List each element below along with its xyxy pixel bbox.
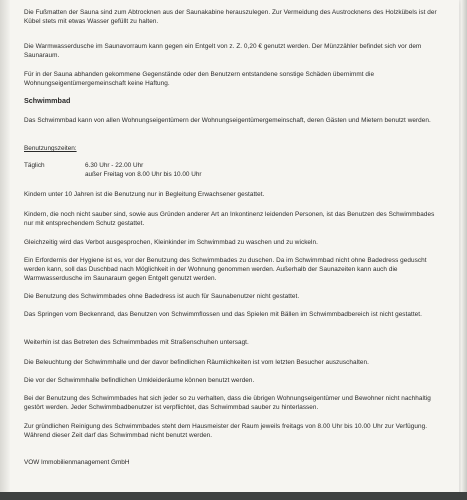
bottom-frame-strip [0,492,467,500]
warm-shower-paragraph: Die Warmwasserdusche im Saunavorraum kann gegen ein Entgelt von z. Z. 0,20 € genutzt werden. Der Münzzähler befindet sich vor dem Saunaraum. [24,43,422,59]
hours-heading: Benutzungszeiten: [24,145,77,152]
right-edge [461,0,467,500]
swimwear-paragraph: Die Benutzung des Schwimmbades ohne Badedress ist auch für Saunabenutzer nicht gestattet. [24,293,300,300]
incontinence-paragraph: Kindern, die noch nicht sauber sind, sowie aus Gründen anderer Art an Inkontinenz leidenden Personen, ist das Benutzen des Schwimmbades nur mit entsprechendem Schutz gestattet. [24,211,435,227]
left-shadow [0,0,10,500]
hygiene-paragraph: Ein Erfordernis der Hygiene ist es, vor der Benutzung des Schwimmbades zu duschen. Da im Schwimmbad nicht ohne Badedress geduscht werden kann, soll das Duschbad nach Möglichkeit in der Wohnung genommen werden. Außerhalb der Saunazeiten kann auch die Warmwasserdusche im Saunaraum gegen Entgelt genutzt werden. [24,257,427,282]
changing-rooms-paragraph: Die vor der Schwimmhalle befindlichen Umkleideräume können benutzt werden. [24,377,255,384]
pool-users-paragraph: Das Schwimmbad kann von allen Wohnungseigentümern der Wohnungseigentümergemeinschaft, deren Gästen und Mietern benutzt werden. [24,117,431,124]
no-diaper-paragraph: Gleichzeitig wird das Verbot ausgesprochen, Kleinkinder im Schwimmbad zu waschen und zu wickeln. [24,239,318,246]
hours-line-2: außer Freitag von 8.00 Uhr bis 10.00 Uhr [85,171,202,178]
lighting-paragraph: Die Beleuchtung der Schwimmhalle und der davor befindlichen Räumlichkeiten ist vom letzten Besucher auszuschalten. [24,359,369,366]
notice-sheet [8,0,459,500]
section-heading: Schwimmbad [24,96,71,105]
jumping-paragraph: Das Springen vom Beckenrand, das Benutzen von Schwimmflossen und das Spielen mit Bällen im Schwimmbadbereich ist nicht gestattet. [24,311,422,318]
hours-line-1: 6.30 Uhr - 22.00 Uhr [85,162,144,169]
children-paragraph: Kindern unter 10 Jahren ist die Benutzung nur in Begleitung Erwachsener gestattet. [24,191,265,198]
hours-day-label: Täglich [24,162,45,169]
cleaning-paragraph: Zur gründlichen Reinigung des Schwimmbades steht dem Hausmeister der Raum jeweils freitags von 8.00 Uhr bis 10.00 Uhr zur Verfügung. Während dieser Zeit darf das Schwimmbad nicht benutzt werden. [24,423,428,439]
signature: VOW Immobilienmanagement GmbH [24,459,130,466]
conduct-paragraph: Bei der Benutzung des Schwimmbades hat sich jeder so zu verhalten, dass die übrigen Wohnungseigentümer und Bewohner nicht nachhaltig gestört werden. Jeder Schwimmbadbenutzer ist verpflichtet, das Schwimmbad sauber zu hinterlassen. [24,395,431,411]
liability-paragraph: Für in der Sauna abhanden gekommene Gegenstände oder den Benutzern entstandene sonstige Schäden übernimmt die Wohnungseigentümergemeinschaft keine Haftung. [24,71,375,87]
street-shoes-paragraph: Weiterhin ist das Betreten des Schwimmbades mit Straßenschuhen untersagt. [24,339,249,346]
sauna-mats-paragraph: Die Fußmatten der Sauna sind zum Abtrocknen aus der Saunakabine herauszulegen. Zur Vermeidung des Austrocknens des Holzkübels ist der Kübel stets mit etwas Wasser gefüllt zu halten. [24,9,437,25]
